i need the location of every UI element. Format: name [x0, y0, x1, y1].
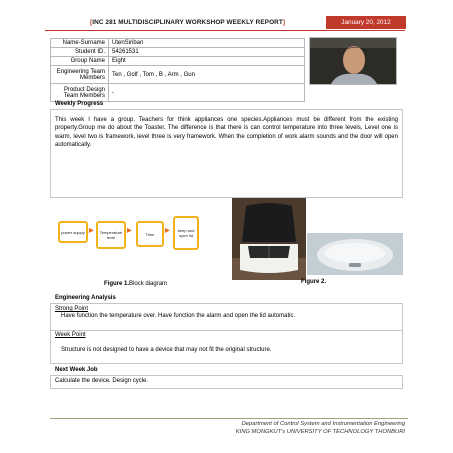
- block-diagram: [58, 212, 200, 272]
- weekly-progress-box: [50, 109, 403, 198]
- figure1-caption-text: Block diagram: [129, 281, 168, 287]
- student-photo-image: [310, 38, 397, 85]
- group-label: Group Name: [51, 57, 109, 66]
- next-week-title: Next Week Job: [55, 367, 98, 373]
- id-value: 54261531: [109, 48, 305, 57]
- footer-department: Department of Control System and Instrumentation Engineering: [241, 421, 405, 427]
- block-beep-open-lid: beep and open lid: [173, 216, 199, 250]
- toaster-open-image: [232, 198, 306, 280]
- report-date: January 20, 2012: [326, 16, 406, 29]
- title-bracket-open: [: [90, 19, 93, 26]
- analysis-divider: [51, 330, 402, 331]
- student-info-table: [50, 38, 305, 102]
- figure2-caption: [301, 279, 326, 285]
- block-power-supply: power supply: [58, 221, 88, 243]
- engineering-analysis-title: Engineering Analysis: [55, 295, 116, 301]
- weekly-progress-title: Weekly Progress: [55, 101, 104, 107]
- engineering-analysis-box: [50, 303, 403, 364]
- strong-point-text: Have function the temperature over. Have function the alarm and open the lid automatic.: [61, 313, 296, 319]
- design-label: Product Design Team Members: [51, 84, 109, 102]
- footer-university: KING MONGKUT's UNIVERSITY OF TECHNOLOGY THONBURI: [235, 429, 405, 435]
- next-week-text: Calculate the device. Design cycle.: [55, 378, 149, 384]
- toaster-closed-image: [307, 233, 403, 275]
- arrow-icon: ▶: [165, 228, 170, 234]
- block-temperature-level: Temperature level: [96, 221, 126, 249]
- team-label: Engineering Team Members: [51, 66, 109, 84]
- toaster-open-photo: [232, 198, 306, 280]
- design-value: -: [109, 84, 305, 102]
- arrow-icon: ▶: [89, 228, 94, 234]
- weekly-progress-text: This week I have a group. Teachers for think appliances one species.Appliances must be different from the existing property.Group me do about the Toaster. The difference is that there is can control temperature into three levels, Level one is warm, level two is framework, level three is very framework. When the completion of work alarm sounds and the door will open automatically.: [55, 117, 398, 149]
- team-value: Ten , Golf , Tom , B , Arm , Gun: [109, 66, 305, 84]
- weak-point-label: Week Point: [55, 332, 86, 338]
- id-label: Student ID.: [51, 48, 109, 57]
- block-time: Time: [136, 221, 164, 247]
- arrow-icon: ▶: [127, 228, 132, 234]
- header-divider: [45, 30, 405, 31]
- title-text: INC 281 MULTIDISCIPLINARY WORKSHOP WEEKLY REPORT: [92, 19, 283, 26]
- strong-point-label: Strong Point: [55, 306, 89, 312]
- next-week-box: [50, 375, 403, 389]
- figure1-caption: [104, 281, 167, 287]
- figure2-caption-text: Figure 2.: [301, 279, 327, 285]
- toaster-closed-photo: [307, 233, 403, 275]
- name-value: UtenSiriban: [109, 39, 305, 48]
- weak-point-text: Structure is not designed to have a device that may not fit the original structure.: [61, 347, 272, 353]
- footer-divider: [50, 418, 408, 419]
- name-label: Name-Surname: [51, 39, 109, 48]
- student-photo: [309, 37, 397, 85]
- group-value: Eight: [109, 57, 305, 66]
- figure1-caption-number: Figure 1.: [104, 281, 130, 287]
- title-bracket-close: ]: [282, 19, 286, 26]
- report-title: [90, 19, 285, 26]
